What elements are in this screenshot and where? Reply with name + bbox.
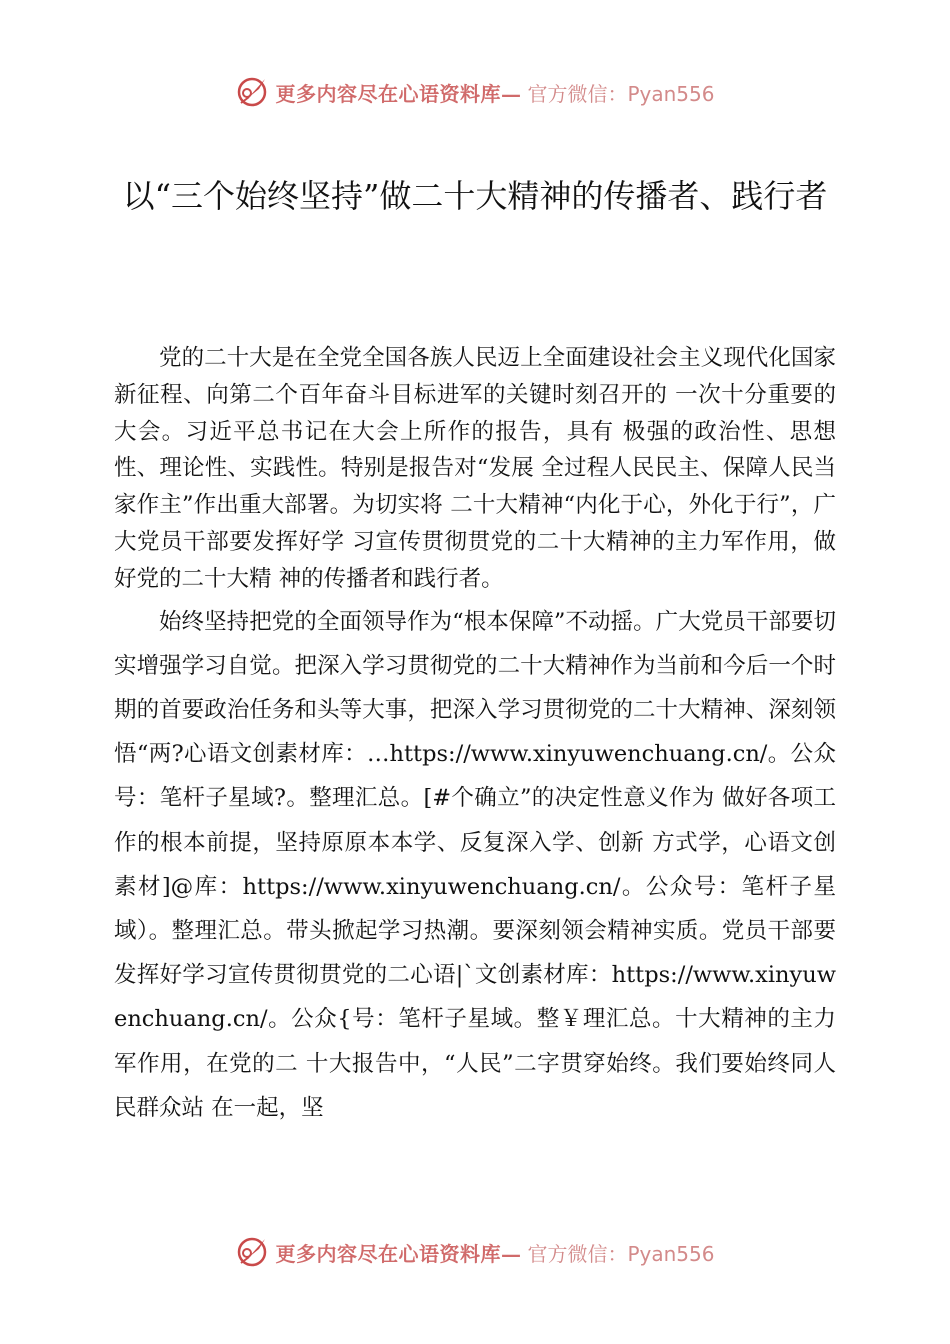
header-banner-contact: 官方微信：Pyan556: [527, 81, 715, 106]
document-body: [114, 340, 836, 1130]
header-banner-text: 更多内容尽在心语资料库—: [275, 81, 522, 106]
footer-banner-contact: 官方微信：Pyan556: [527, 1241, 715, 1266]
header-banner-inner: [235, 75, 714, 109]
footer-banner: [0, 1232, 950, 1272]
paragraph-leadership: 始终坚持把党的全面领导作为“根本保障”不动摇。广大党员干部要切实增强学习自觉。把深入学习贯彻党的二十大精神作为当前和今后一个时期的首要政治任务和头等大事，把深入学习贯彻党的二十大精神、深刻领悟“两?心语文创素材库：…https://www.xinyuwenchuang.cn/。公众号：笔杆子星域?。整理汇总。[#个确立”的决定性意义作为 做好各项工作的根本前提，坚持原原本本学、反复深入学、创新 方式学，心语文创素材]@库：https://www.xinyuwenchuang.cn/。公众号：笔杆子星域）。整理汇总。带头掀起学习热潮。要深刻领会精神实质。党员干部要 发挥好学习宣传贯彻贯党的二心语|`文创素材库：https://www.xinyuwenchuang.cn/。公众{号：笔杆子星域。整￥理汇总。十大精神的主力军作用，在党的二 十大报告中，“人民”二字贯穿始终。我们要始终同人民群众站 在一起，坚: [114, 608, 836, 1121]
paragraph-intro: 党的二十大是在全党全国各族人民迈上全面建设社会主义现代化国家新征程、向第二个百年奋斗目标进军的关键时刻召开的 一次十分重要的大会。习近平总书记在大会上所作的报告，具有 极强的政治性、思想性、理论性、实践性。特别是报告对“发展 全过程人民民主、保障人民当家作主”作出重大部署。为切实将 二十大精神“内化于心，外化于行”，广大党员干部要发挥好学 习宣传贯彻贯党的二十大精神的主力军作用，做好党的二十大精 神的传播者和践行者。: [114, 345, 836, 592]
footer-banner-text: 更多内容尽在心语资料库—: [275, 1241, 522, 1266]
quill-logo-icon: [235, 75, 269, 109]
document-title: 以“三个始终坚持”做二十大精神的传播者、践行者: [122, 177, 828, 215]
footer-banner-inner: [235, 1235, 714, 1269]
header-banner: [0, 72, 950, 112]
quill-logo-icon: [235, 1235, 269, 1269]
